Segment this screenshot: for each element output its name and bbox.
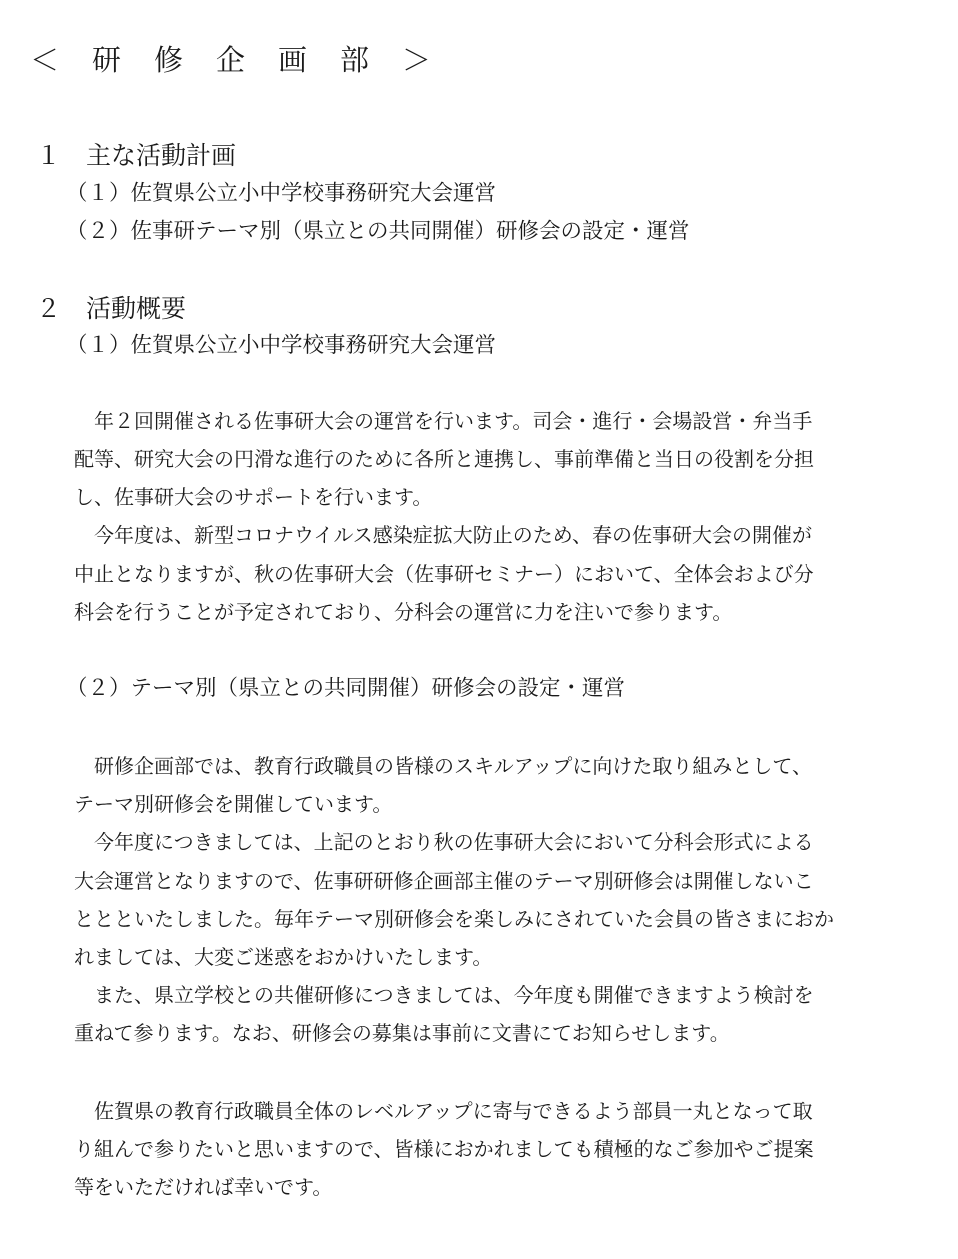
closing-line: り組んで参りたいと思いますので、皆様におかれましても積極的なご参加やご提案	[74, 1137, 814, 1161]
subsection-2-line: 重ねて参ります。なお、研修会の募集は事前に文書にてお知らせします。	[74, 1021, 730, 1045]
subsection-2-line: 研修企画部では、教育行政職員の皆様のスキルアップに向けた取り組みとして、	[74, 754, 812, 778]
subsection-2-line: ととといたしました。毎年テーマ別研修会を楽しみにされていた会員の皆さまにおか	[74, 907, 834, 931]
subsection-2-line: 今年度につきましては、上記のとおり秋の佐事研大会において分科会形式による	[74, 830, 814, 854]
subsection-1-line: 中止となりますが、秋の佐事研大会（佐事研セミナー）において、全体会および分	[74, 562, 814, 586]
subsection-2-line: 大会運営となりますので、佐事研研修企画部主催のテーマ別研修会は開催しないこ	[74, 869, 814, 893]
subsection-1-line: 今年度は、新型コロナウイルス感染症拡大防止のため、春の佐事研大会の開催が	[74, 523, 812, 547]
closing-line: 等をいただければ幸いです。	[74, 1175, 333, 1199]
plan-item-2: （２）佐事研テーマ別（県立との共同開催）研修会の設定・運営	[66, 219, 690, 244]
subsection-1-heading: （１）佐賀県公立小中学校事務研究大会運営	[66, 333, 497, 358]
section-1-heading: １ 主な活動計画	[36, 141, 237, 170]
page-title: ＜ 研 修 企 画 部 ＞	[30, 43, 434, 77]
section-2-heading: ２ 活動概要	[36, 294, 187, 323]
subsection-2-line: また、県立学校との共催研修につきましては、今年度も開催できますよう検討を	[74, 983, 814, 1007]
subsection-2-line: テーマ別研修会を開催しています。	[74, 792, 393, 816]
closing-line: 佐賀県の教育行政職員全体のレベルアップに寄与できるよう部員一丸となって取	[74, 1099, 813, 1123]
subsection-2-heading: （２）テーマ別（県立との共同開催）研修会の設定・運営	[66, 676, 626, 701]
subsection-1-line: 科会を行うことが予定されており、分科会の運営に力を注いで参ります。	[74, 600, 733, 624]
subsection-2-line: れましては、大変ご迷惑をおかけいたします。	[74, 945, 493, 969]
subsection-1-line: 配等、研究大会の円滑な進行のために各所と連携し、事前準備と当日の役割を分担	[74, 447, 814, 471]
plan-item-1: （１）佐賀県公立小中学校事務研究大会運営	[66, 181, 497, 206]
subsection-1-line: 年２回開催される佐事研大会の運営を行います。司会・進行・会場設営・弁当手	[74, 409, 813, 433]
subsection-1-line: し、佐事研大会のサポートを行います。	[74, 485, 433, 509]
